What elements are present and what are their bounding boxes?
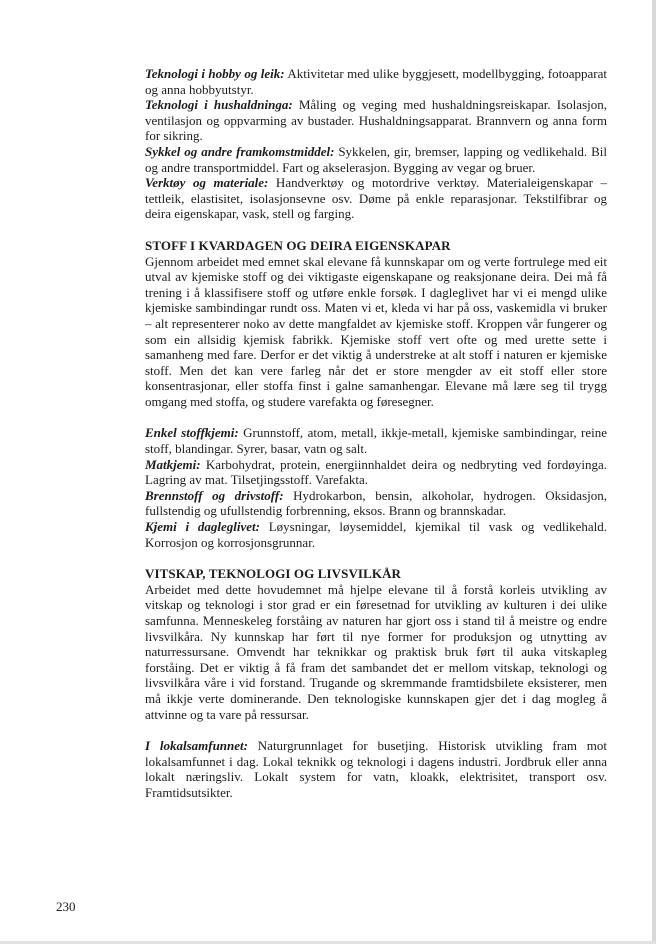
section-heading-vitskap: VITSKAP, TEKNOLOGI OG LIVSVILKÅR [145, 566, 402, 582]
item-lokalsamfunnet [145, 738, 607, 800]
item-term: Teknologi i hushaldninga: [145, 97, 293, 113]
text-column [145, 66, 607, 801]
item-text: Sykkelen, gir, bremser, lapping og vedlikehald. Bil og andre transportmiddel. Fart og akselerasjon. Bygging av vegar og bruer. [145, 143, 607, 175]
item-text: Løysningar, løysemiddel, kjemikal til vask og vedlikehald. Korrosjon og korrosjonsgrunnar. [145, 519, 607, 550]
item-enkel-stoffkjemi [145, 425, 607, 456]
item-term: Teknologi i hobby og leik: [145, 66, 285, 81]
item-text: Karbohydrat, protein, energiinnhaldet deira og nedbryting ved fordøyinga. Lagring av mat. Tilsetjingsstoff. Varefakta. [145, 456, 607, 488]
item-matkjemi [145, 457, 607, 488]
section-heading-stoff: STOFF I KVARDAGEN OG DEIRA EIGENSKAPAR [145, 237, 451, 253]
item-text: Aktivitetar med ulike byggjesett, modellbygging, fotoapparat og anna hobbyutstyr. [145, 66, 608, 97]
section-body-stoff: Gjennom arbeidet med emnet skal elevane få kunnskapar om og verte fortrulege med eit utval av kjemiske stoff og dei viktigaste eigenskapane og reaksjonane deira. Dei må få trening i å klassifisere stoff og utføre enkle forsøk. I dagleglivet har vi ei mengd ulike kjemiske sambindingar rundt oss. Maten vi et, kleda vi har på oss, vaskemidla vi bruker – alt representerer noko av dette mangfaldet av kjemiske stoff. Kroppen vår fungerer og som ein allsidig kjemisk fabrikk. Kjemiske stoff vert ofte og med urette sette i samanheng med fare. Derfor er det viktig å understreke at alt stoff i naturen er kjemiske stoff. Men det kan vere farleg når det er store mengder av eit stoff eller store konsentrasjonar, eller stoffa finst i galne samanhengar. Elevane må lære seg til trygg omgang med stoffa, og studere varefakta og føresegner. [145, 253, 607, 409]
section-body-vitskap: Arbeidet med dette hovudemnet må hjelpe elevane til å forstå korleis utvikling av vitskap og teknologi i stor grad er ein føresetnad for utvikling av kulturen i dei ulike samfunna. Menneskeleg forståing av naturen har gjort oss i stand til å meistre og endre livsvilkåra. Ny kunnskap har ført til nye former for produksjon og utnytting av naturressursane. Omvendt har teknikkar og praktisk bruk ført til auka vitskapleg forståing. Det er viktig å få fram det sambandet det er mellom vitskap, teknologi og livsvilkåra våre i vid forstand. Trugande og skremmande framtidsbilete eksisterer, men må ikkje verte dominerande. Den teknologiske kunnskapen gjer det i dag mogleg å attvinne og ta vare på ressursar. [145, 581, 607, 722]
item-kjemi-dagleglivet [145, 519, 607, 550]
item-term: Enkel stoffkjemi: [145, 425, 239, 441]
item-text: Naturgrunnlaget for busetjing. Historisk utvikling fram mot lokalsamfunnet i dag. Lokal teknikk og teknologi i dagens industri. Jordbruk eller anna lokalt næringsliv. Lokalt system for vatn, kloakk, elektrisitet, transport osv. Framtidsutsikter. [145, 738, 607, 800]
item-term: Brennstoff og drivstoff: [145, 487, 284, 503]
item-term: Verktøy og materiale: [145, 175, 269, 191]
item-teknologi-hushaldning [145, 97, 607, 144]
item-term: Matkjemi: [145, 456, 201, 472]
item-brennstoff [145, 488, 607, 519]
item-text: Hydrokarbon, bensin, alkoholar, hydrogen. Oksidasjon, fullstendig og ufullstendig forbrenning, eksos. Brann og brannskadar. [145, 487, 607, 519]
item-sykkel [145, 144, 607, 175]
item-text: Måling og veging med hushaldningsreiskapar. Isolasjon, ventilasjon og oppvarming av bustader. Hushaldningsapparat. Brannvern og anna form for sikring. [145, 97, 607, 144]
scan-edge [652, 0, 656, 944]
item-verktoy [145, 175, 607, 222]
item-text: Handverktøy og motordrive verktøy. Materialeigenskapar – tettleik, elastisitet, isolasjonsevne osv. Døme på enkle reparasjonar. Tekstilfibrar og deira eigenskapar, vask, stell og farging. [145, 175, 607, 222]
item-term: Kjemi i dagleglivet: [145, 519, 260, 535]
item-teknologi-hobby [145, 66, 607, 97]
page-number: 230 [56, 899, 76, 914]
item-text: Grunnstoff, atom, metall, ikkje-metall, kjemiske sambindingar, reine stoff, blandingar. Syrer, basar, vatn og salt. [145, 425, 608, 457]
item-term: I lokalsamfunnet: [145, 738, 248, 754]
item-term: Sykkel og andre framkomstmiddel: [145, 143, 335, 159]
